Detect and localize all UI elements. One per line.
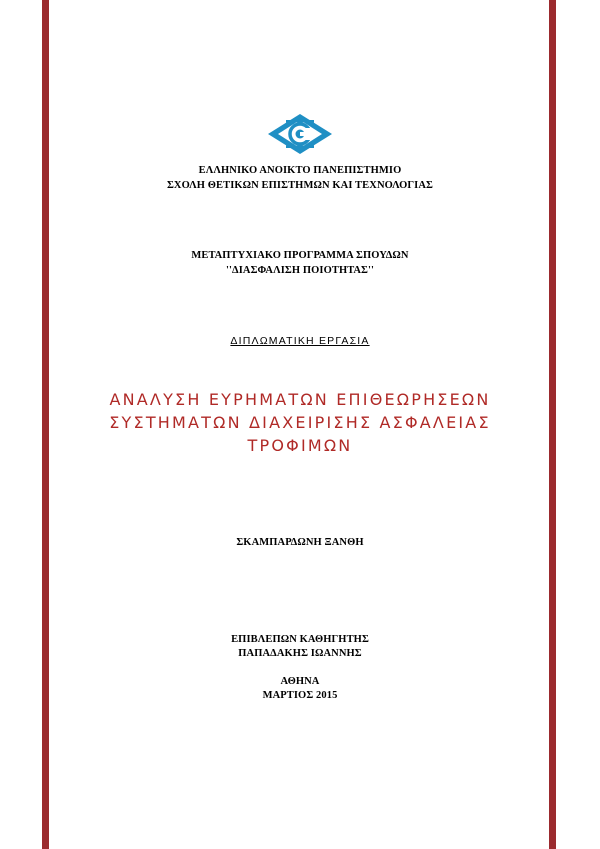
program-name: ΜΕΤΑΠΤΥΧΙΑΚΟ ΠΡΟΓΡΑΜΜΑ ΣΠΟΥΔΩΝ xyxy=(191,250,409,261)
university-logo-icon xyxy=(266,112,334,156)
program-title: ''ΔΙΑΣΦΑΛΙΣΗ ΠΟΙΟΤΗΤΑΣ'' xyxy=(225,265,375,276)
thesis-title-line-2: ΣΥΣΤΗΜΑΤΩΝ ΔΙΑΧΕΙΡΙΣΗΣ ΑΣΦΑΛΕΙΑΣ xyxy=(109,413,491,432)
supervisor-name: ΠΑΠΑΔΑΚΗΣ ΙΩΑΝΝΗΣ xyxy=(238,648,362,659)
author-name: ΣΚΑΜΠΑΡΔΩΝΗ ΞΑΝΘΗ xyxy=(236,537,364,548)
thesis-title-line-1: ΑΝΑΛΥΣΗ ΕΥΡΗΜΑΤΩΝ ΕΠΙΘΕΩΡΗΣΕΩΝ xyxy=(109,390,491,409)
thesis-title-line-3: ΤΡΟΦΙΜΩΝ xyxy=(247,436,353,455)
place: ΑΘΗΝΑ xyxy=(280,676,320,687)
school-name: ΣΧΟΛΗ ΘΕΤΙΚΩΝ ΕΠΙΣΤΗΜΩΝ ΚΑΙ ΤΕΧΝΟΛΟΓΙΑΣ xyxy=(166,180,434,191)
supervisor-label: ΕΠΙΒΛΕΠΩΝ ΚΑΘΗΓΗΤΗΣ xyxy=(231,634,369,645)
date: ΜΑΡΤΙΟΣ 2015 xyxy=(262,690,338,701)
thesis-type-heading: ΔΙΠΛΩΜΑΤΙΚΗ ΕΡΓΑΣΙΑ xyxy=(230,335,370,347)
university-name: ΕΛΛΗΝΙΚΟ ΑΝΟΙΚΤΟ ΠΑΝΕΠΙΣΤΗΜΙΟ xyxy=(198,165,402,176)
